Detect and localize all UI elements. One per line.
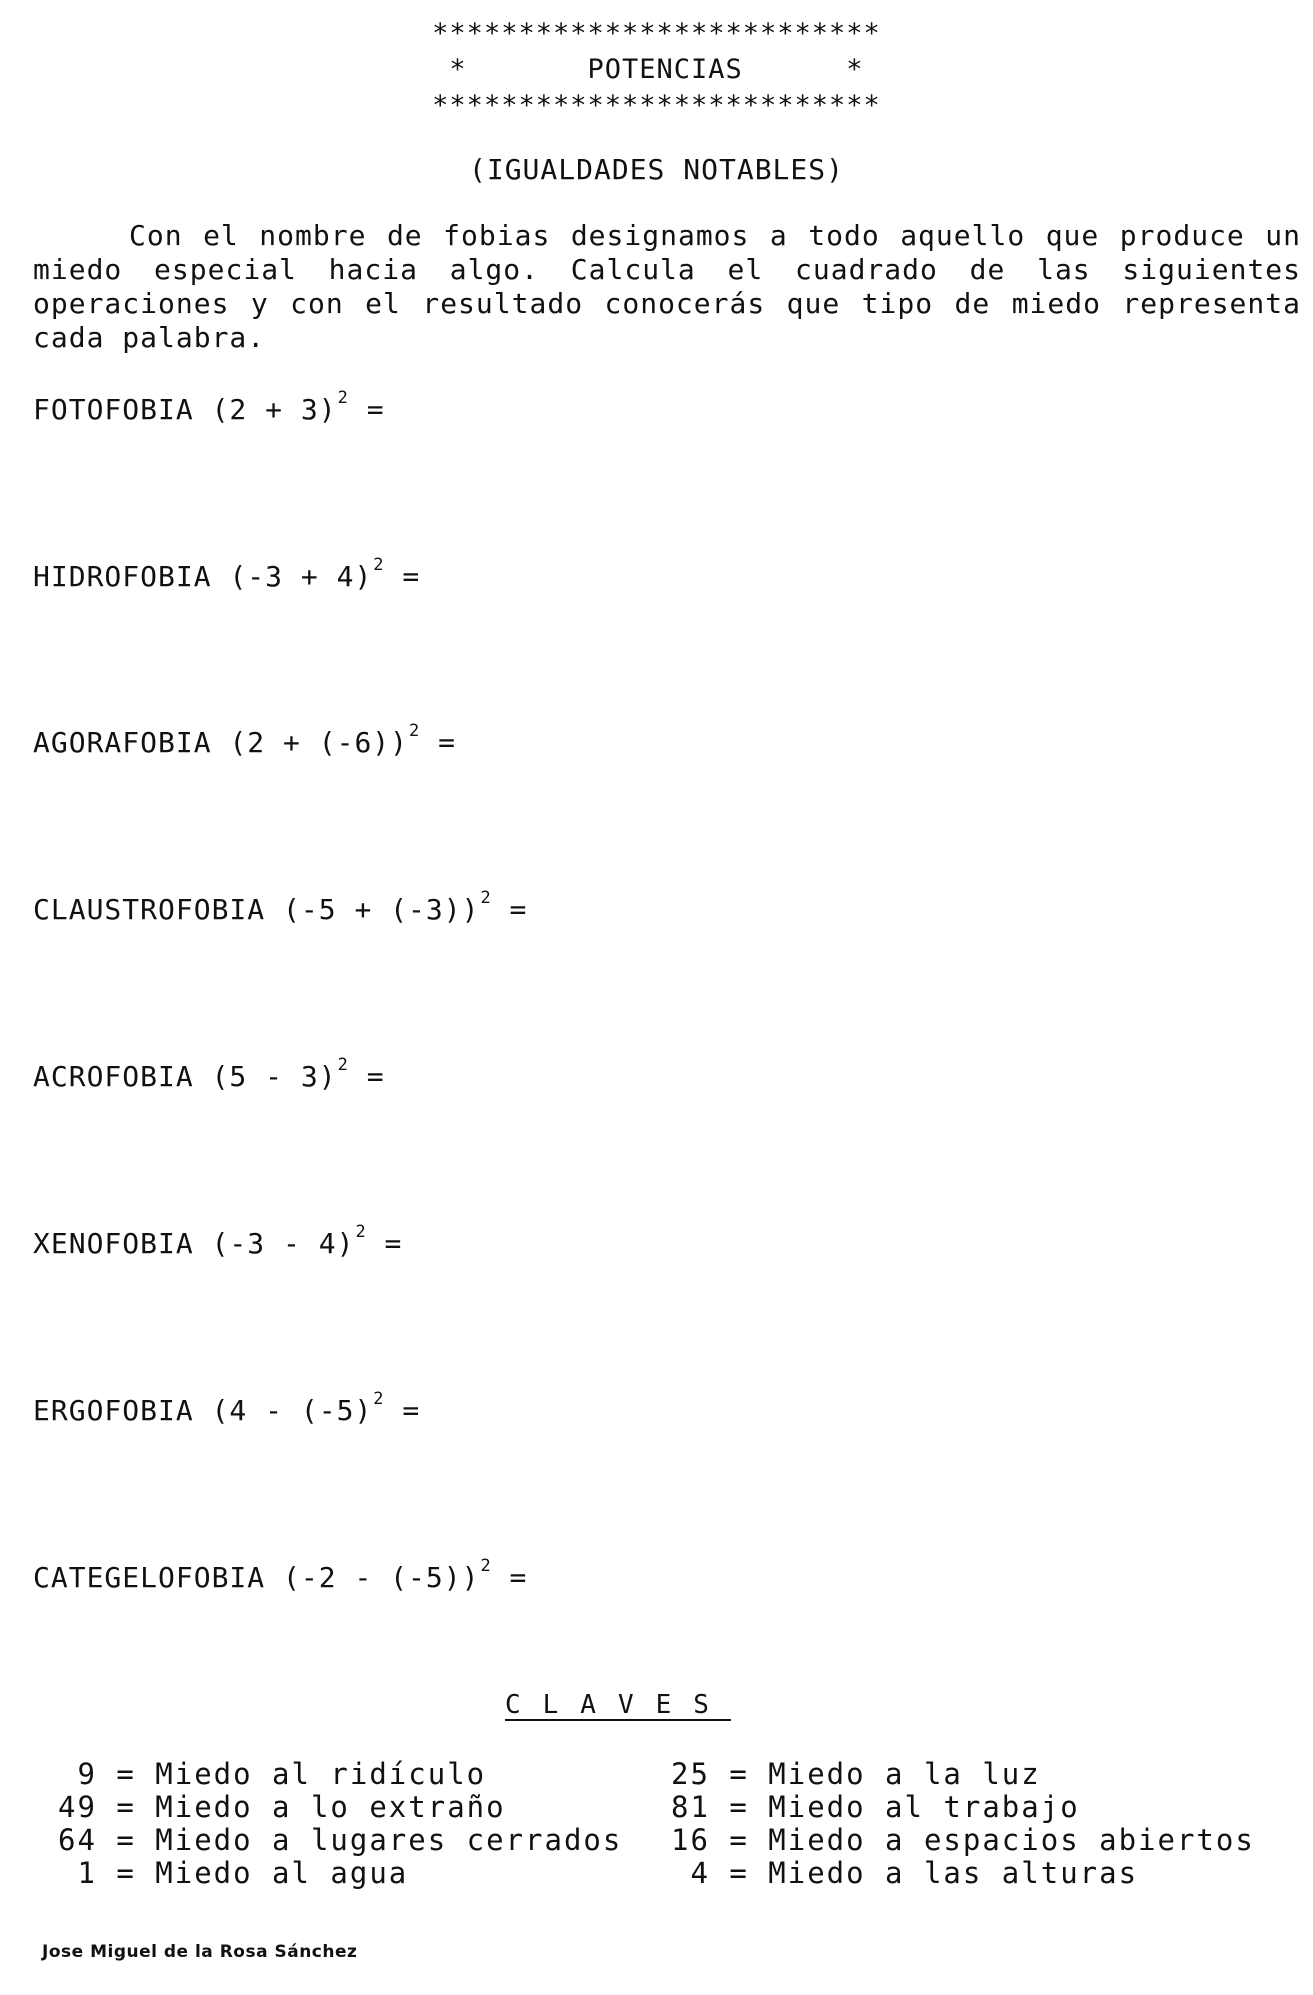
exercise-name: CATEGELOFOBIA — [33, 1561, 266, 1594]
key-entry: 1 = Miedo al agua — [58, 1856, 409, 1890]
exercise-exponent: 2 — [373, 1389, 385, 1409]
exercise-exponent: 2 — [337, 388, 349, 408]
banner-bottom: ************************** — [432, 90, 881, 121]
exercise-item — [33, 888, 527, 926]
exercise-item — [33, 1055, 385, 1093]
exercise-equals: = — [366, 1227, 403, 1260]
key-entry: 81 = Miedo al trabajo — [671, 1790, 1080, 1824]
page-subtitle: (IGUALDADES NOTABLES) — [468, 153, 844, 186]
exercise-expression: (-3 - 4) — [211, 1227, 355, 1260]
exercise-exponent: 2 — [480, 1556, 492, 1576]
exercise-item — [33, 721, 456, 759]
key-entry: 16 = Miedo a espacios abiertos — [671, 1823, 1255, 1857]
exercise-name: AGORAFOBIA — [33, 726, 212, 759]
key-entry: 49 = Miedo a lo extraño — [58, 1790, 506, 1824]
exercise-expression: (5 - 3) — [211, 1060, 337, 1093]
exercise-item — [33, 1389, 420, 1427]
key-entry: 9 = Miedo al ridículo — [58, 1757, 487, 1791]
key-entry: 25 = Miedo a la luz — [671, 1757, 1041, 1791]
exercise-exponent: 2 — [409, 721, 421, 741]
exercise-exponent: 2 — [480, 888, 492, 908]
exercise-equals: = — [384, 560, 421, 593]
exercise-equals: = — [420, 726, 456, 759]
exercise-expression: (4 - (-5) — [211, 1394, 373, 1427]
banner-top: ************************** — [432, 18, 881, 49]
exercise-item — [33, 1222, 402, 1260]
exercise-name: ACROFOBIA — [33, 1060, 194, 1093]
exercise-name: XENOFOBIA — [33, 1227, 194, 1260]
exercise-expression: (-2 - (-5)) — [283, 1561, 480, 1594]
exercise-name: CLAUSTROFOBIA — [33, 893, 266, 926]
exercise-equals: = — [491, 893, 528, 926]
intro-paragraph — [33, 219, 1301, 355]
exercise-equals: = — [348, 393, 385, 426]
exercise-name: FOTOFOBIA — [33, 393, 194, 426]
claves-heading: CLAVES — [505, 1690, 731, 1720]
key-entry: 4 = Miedo a las alturas — [671, 1856, 1139, 1890]
exercise-name: ERGOFOBIA — [33, 1394, 194, 1427]
exercise-exponent: 2 — [373, 555, 385, 575]
exercise-name: HIDROFOBIA — [33, 560, 212, 593]
exercise-expression: (-5 + (-3)) — [283, 893, 480, 926]
exercise-exponent: 2 — [337, 1055, 349, 1075]
author-credit: Jose Miguel de la Rosa Sánchez — [42, 1942, 358, 1962]
exercise-equals: = — [384, 1394, 421, 1427]
exercise-equals: = — [348, 1060, 385, 1093]
exercise-item — [33, 555, 420, 593]
exercise-expression: (2 + (-6)) — [229, 726, 409, 759]
exercise-exponent: 2 — [355, 1222, 367, 1242]
exercise-equals: = — [491, 1561, 528, 1594]
key-entry: 64 = Miedo a lugares cerrados — [58, 1823, 623, 1857]
exercise-item — [33, 1556, 527, 1594]
exercise-item — [33, 388, 385, 426]
intro-text: Con el nombre de fobias designamos a todo aquello que produce un miedo especial hacia algo. Calcula el cuadrado de las siguientes operaciones y con el resultado conocerás que tipo de miedo representa cada palabra. — [33, 219, 1301, 354]
exercise-expression: (-3 + 4) — [229, 560, 373, 593]
exercise-expression: (2 + 3) — [211, 393, 337, 426]
page-title: * POTENCIAS * — [449, 54, 864, 85]
